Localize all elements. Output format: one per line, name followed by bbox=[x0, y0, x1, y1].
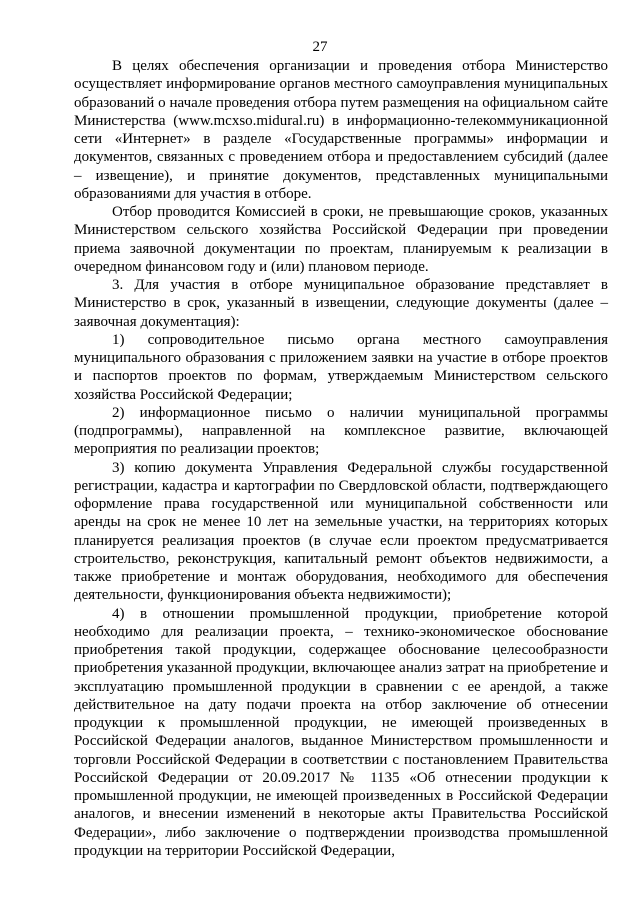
document-body bbox=[74, 57, 608, 860]
paragraph-subitem-3-registry-copy: 3) копию документа Управления Федеральной службы государственной регистрации, кадастра и картографии по Свердловской области, подтверждающего оформление права государственной или муниципальной собственности или аренды на срок не менее 10 лет на земельные участки, на территориях которых планируется реализация проектов (в случае если проектом предусматривается строительство, реконструкция, капитальный ремонт объектов недвижимости, а также приобретение и монтаж оборудования, необходимого для обеспечения деятельности, функционирования объекта недвижимости); bbox=[74, 459, 608, 604]
paragraph-subitem-2-info-letter: 2) информационное письмо о наличии муниципальной программы (подпрограммы), направленной на комплексное развитие, включающей мероприятия по реализации проектов; bbox=[74, 404, 608, 458]
paragraph-informing: В целях обеспечения организации и проведения отбора Министерство осуществляет информирование органов местного самоуправления муниципальных образований о начале проведения отбора путем размещения на официальном сайте Министерства (www.mcxso.midural.ru) в информационно-телекоммуникационной сети «Интернет» в разделе «Государственные программы» информации и документов, связанных с проведением отбора и предоставлением субсидий (далее – извещение), и принятие документов, представленных муниципальными образованиями для участия в отборе. bbox=[74, 58, 608, 202]
paragraph-selection-timing: Отбор проводится Комиссией в сроки, не превышающие сроков, указанных Министерством сельского хозяйства Российской Федерации при проведении приема заявочной документации по проектам, планируемым к реализации в очередном финансовом году и (или) плановом периоде. bbox=[74, 204, 608, 275]
paragraph-item-3-documents: 3. Для участия в отборе муниципальное образование представляет в Министерство в срок, указанный в извещении, следующие документы (далее – заявочная документация): bbox=[74, 277, 608, 330]
paragraph-subitem-1-cover-letter: 1) сопроводительное письмо органа местного самоуправления муниципального образования с приложением заявки на участие в отборе проектов и паспортов проектов по формам, утверждаемым Министерством сельского хозяйства Российской Федерации; bbox=[74, 331, 608, 403]
page-number: 27 bbox=[312, 39, 328, 55]
paragraph-subitem-4-industrial-products: 4) в отношении промышленной продукции, приобретение которой необходимо для реализации проекта, – технико-экономическое обоснование приобретения такой продукции, содержащее обоснование целесообразности приобретения указанной продукции, включающее анализ затрат на приобретение и эксплуатацию промышленной продукции в сравнении с ее арендой, а также действительное на дату подачи проекта на отбор заключение об отнесении продукции к промышленной продукции, не имеющей произведенных в Российской Федерации аналогов, выданное Министерством промышленности и торговли Российской Федерации в соответствии с постановлением Правительства Российской Федерации от 20.09.2017 № 1135 «Об отнесении продукции к промышленной продукции, не имеющей произведенных в Российской Федерации аналогов, и внесении изменений в некоторые акты Правительства Российской Федерации», либо заключение о подтверждении производства промышленной продукции на территории Российской Федерации, bbox=[74, 605, 608, 859]
